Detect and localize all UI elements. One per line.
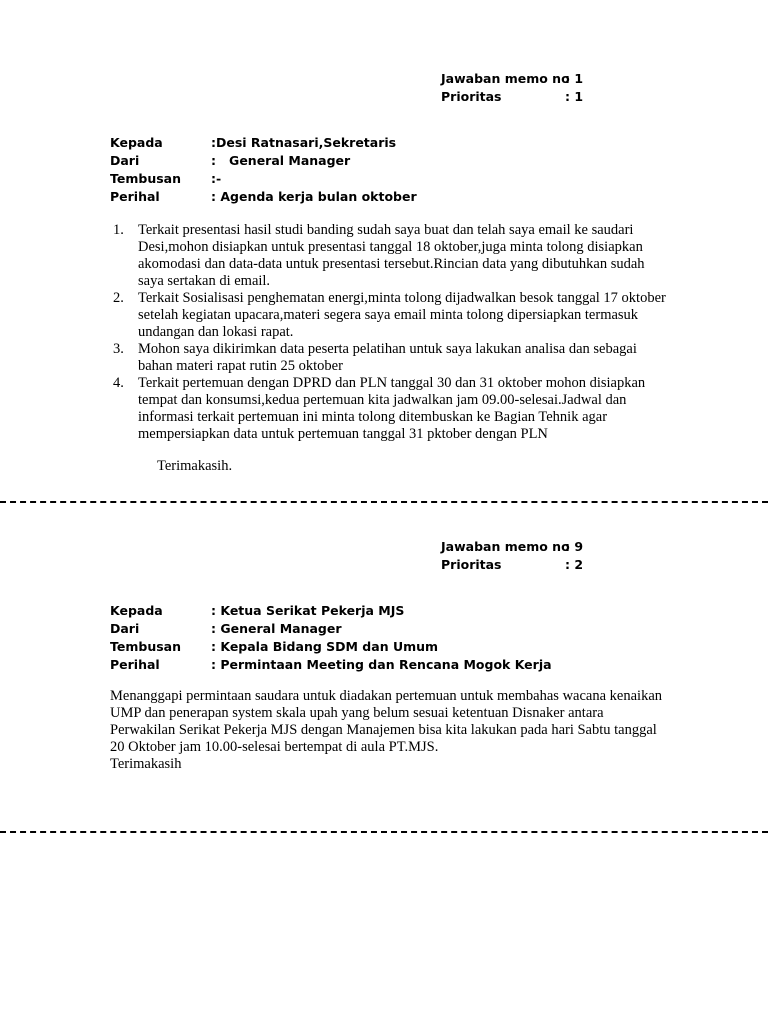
list-item-text: Terkait presentasi hasil studi banding sudah saya buat dan telah saya email ke saudari Desi,mohon disiapkan untuk presentasi tanggal 18 oktober,juga minta tolong disiapkan akomodasi dan data-data untuk presentasi tersebut.Rincian data yang dibutuhkan sudah saya sertakan di email. xyxy=(138,222,645,289)
memo-number-value: : 9 xyxy=(565,539,584,554)
priority-label: Prioritas xyxy=(441,89,502,104)
memo1-fields xyxy=(110,134,417,206)
list-item xyxy=(110,290,670,341)
priority-value: : 1 xyxy=(565,89,584,104)
list-item-text: Terkait pertemuan dengan DPRD dan PLN tanggal 30 dan 31 oktober mohon disiapkan tempat dan konsumsi,kedua pertemuan kita jadwalkan jam 09.00-selesai.Jadwal dan informasi terkait pertemuan ini minta tolong ditembuskan ke Bagian Tehnik agar mempersiapkan data untuk pertemuan tanggal 31 pktober dengan PLN xyxy=(138,375,646,442)
memo2-closing: Terimakasih xyxy=(110,756,182,772)
memo1-instruction-list xyxy=(110,222,670,443)
list-item-number: 1. xyxy=(113,222,124,238)
field-kepada xyxy=(110,134,417,152)
priority-row xyxy=(441,556,583,574)
dashed-divider xyxy=(0,831,768,833)
memo2-body xyxy=(110,688,670,773)
dashed-divider xyxy=(0,501,768,503)
field-tembusan xyxy=(110,170,417,188)
memo2-fields xyxy=(110,602,552,674)
list-item-text: Terkait Sosialisasi penghematan energi,minta tolong dijadwalkan besok tanggal 17 oktober setelah kegiatan upacara,materi segera saya email minta tolong dipersiapkan termasuk undangan dan lokasi rapat. xyxy=(138,290,666,340)
memo-number-label: Jawaban memo no xyxy=(441,71,570,86)
priority-value: : 2 xyxy=(565,557,584,572)
list-item xyxy=(110,375,670,443)
field-value: : Permintaan Meeting dan Rencana Mogok Kerja xyxy=(211,657,552,672)
field-dari xyxy=(110,152,417,170)
memo-number-value: : 1 xyxy=(565,71,584,86)
field-label: Kepada xyxy=(110,135,163,150)
field-value: : Agenda kerja bulan oktober xyxy=(211,189,417,204)
field-label: Dari xyxy=(110,153,140,168)
list-item-number: 2. xyxy=(113,290,124,306)
memo-number-row xyxy=(441,70,583,88)
memo1-closing: Terimakasih. xyxy=(157,458,233,474)
list-item-number: 4. xyxy=(113,375,124,391)
field-value: : General Manager xyxy=(211,621,342,636)
memo2-header xyxy=(441,538,583,574)
field-label: Perihal xyxy=(110,657,160,672)
field-dari xyxy=(110,620,552,638)
field-value: : Kepala Bidang SDM dan Umum xyxy=(211,639,439,654)
field-kepada xyxy=(110,602,552,620)
memo1-header xyxy=(441,70,583,106)
list-item-number: 3. xyxy=(113,341,124,357)
field-label: Tembusan xyxy=(110,639,181,654)
field-perihal xyxy=(110,188,417,206)
field-value: :- xyxy=(211,171,222,186)
field-value: :Desi Ratnasari,Sekretaris xyxy=(211,135,397,150)
memo-number-label: Jawaban memo no xyxy=(441,539,570,554)
field-value: : Ketua Serikat Pekerja MJS xyxy=(211,603,405,618)
list-item-text: Mohon saya dikirimkan data peserta pelatihan untuk saya lakukan analisa dan sebagai bahan materi rapat rutin 25 oktober xyxy=(138,341,637,374)
priority-label: Prioritas xyxy=(441,557,502,572)
priority-row xyxy=(441,88,583,106)
field-value: : General Manager xyxy=(211,153,351,168)
field-label: Dari xyxy=(110,621,140,636)
field-perihal xyxy=(110,656,552,674)
memo2-paragraph: Menanggapi permintaan saudara untuk diadakan pertemuan untuk membahas wacana kenaikan UMP dan penerapan system skala upah yang belum sesuai ketentuan Disnaker antara Perwakilan Serikat Pekerja MJS dengan Manajemen bisa kita lakukan pada hari Sabtu tanggal 20 Oktober jam 10.00-selesai bertempat di aula PT.MJS. xyxy=(110,688,662,755)
list-item xyxy=(110,222,670,290)
field-label: Kepada xyxy=(110,603,163,618)
list-item xyxy=(110,341,670,375)
field-tembusan xyxy=(110,638,552,656)
field-label: Perihal xyxy=(110,189,160,204)
field-label: Tembusan xyxy=(110,171,181,186)
memo-number-row xyxy=(441,538,583,556)
